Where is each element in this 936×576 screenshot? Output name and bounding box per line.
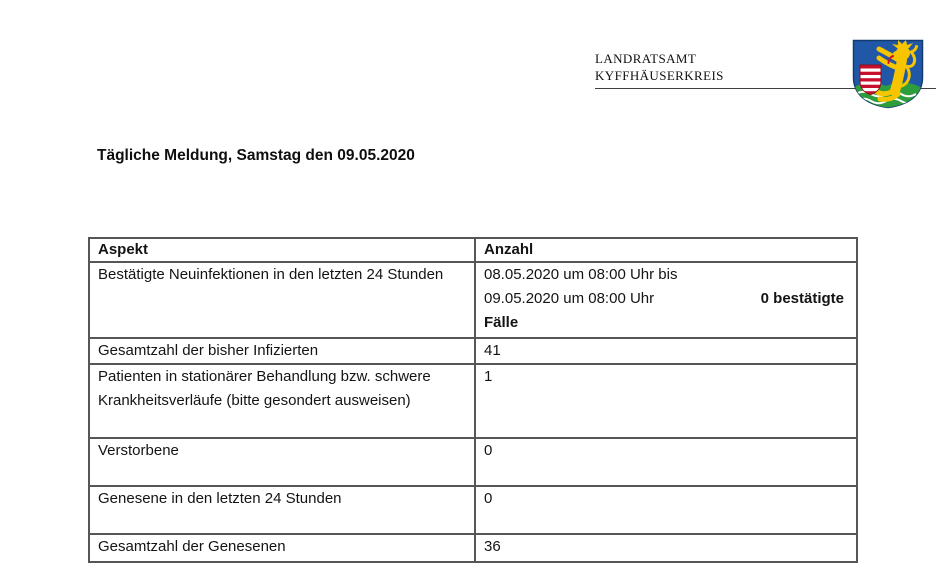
org-name-line1: LANDRATSAMT bbox=[595, 51, 697, 66]
anzahl-cell bbox=[475, 262, 857, 338]
aspect-cell: Genesene in den letzten 24 Stunden bbox=[89, 486, 475, 534]
anzahl-cell: 1 bbox=[475, 364, 857, 438]
org-name bbox=[595, 50, 724, 84]
aspect-cell: Verstorbene bbox=[89, 438, 475, 486]
confirmed-cases-value: 0 bestätigte bbox=[760, 290, 844, 307]
coat-of-arms-icon bbox=[852, 39, 924, 109]
aspect-cell: Gesamtzahl der bisher Infizierten bbox=[89, 338, 475, 364]
column-header-anzahl: Anzahl bbox=[475, 238, 857, 262]
daily-report-table bbox=[88, 237, 858, 563]
aspect-cell: Patienten in stationärer Behandlung bzw. schwere Krankheitsverläufe (bitte gesondert ausweisen) bbox=[89, 364, 475, 438]
anzahl-cell: 0 bbox=[475, 486, 857, 534]
table-row-genesene-24h bbox=[89, 486, 857, 534]
anzahl-cell: 36 bbox=[475, 534, 857, 562]
column-header-aspekt: Aspekt bbox=[89, 238, 475, 262]
anzahl-cell: 41 bbox=[475, 338, 857, 364]
period-line2: 09.05.2020 um 08:00 Uhr 0 bestätigte bbox=[484, 287, 848, 311]
aspect-cell: Bestätigte Neuinfektionen in den letzten 24 Stunden bbox=[89, 262, 475, 338]
period-line1: 08.05.2020 um 08:00 Uhr bis bbox=[484, 266, 678, 283]
anzahl-cell: 0 bbox=[475, 438, 857, 486]
table-header-row bbox=[89, 238, 857, 262]
aspect-cell: Gesamtzahl der Genesenen bbox=[89, 534, 475, 562]
report-title: Tägliche Meldung, Samstag den 09.05.2020 bbox=[97, 147, 415, 164]
confirmed-cases-value-line2: Fälle bbox=[484, 314, 519, 331]
table-row-neuinfektionen bbox=[89, 262, 857, 338]
table-row-stationaer bbox=[89, 364, 857, 438]
table-row-verstorbene bbox=[89, 438, 857, 486]
crest-inescutcheon bbox=[860, 65, 881, 95]
org-name-line2: KYFFHÄUSERKREIS bbox=[595, 68, 724, 83]
table-row-gesamt-infizierte bbox=[89, 338, 857, 364]
table-row-gesamt-genesene bbox=[89, 534, 857, 562]
